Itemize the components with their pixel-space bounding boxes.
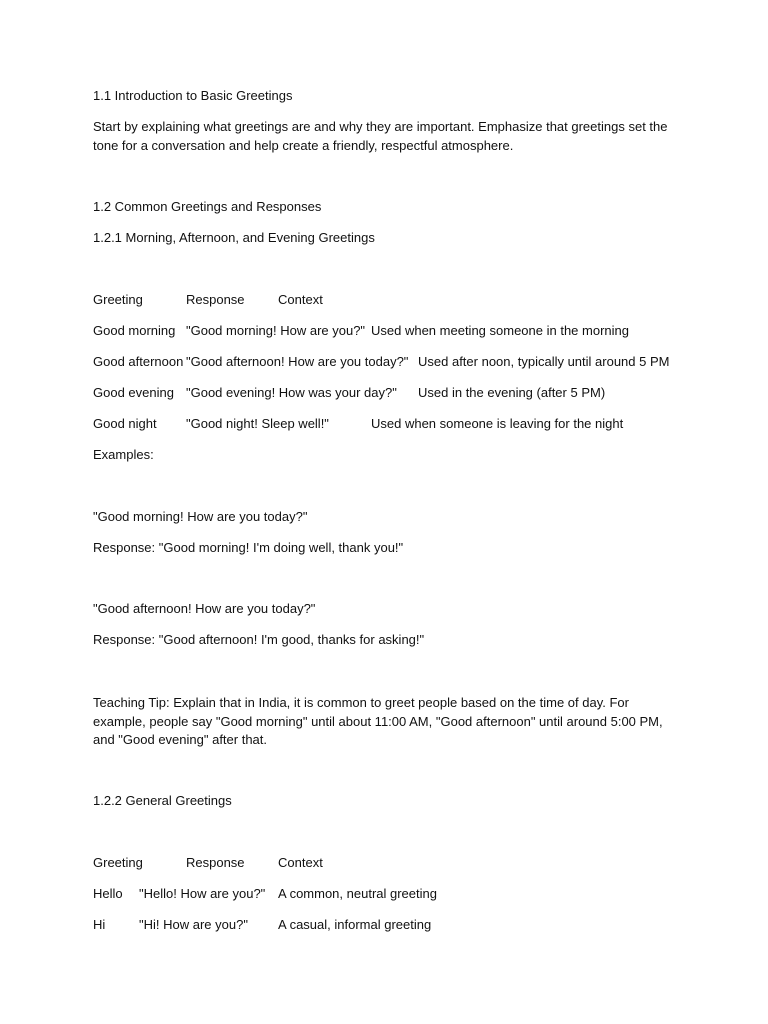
greeting-cell: Good evening	[93, 385, 174, 400]
examples-label: Examples:	[93, 447, 154, 462]
header-context: Context	[278, 292, 323, 307]
heading-1-2-2: 1.2.2 General Greetings	[93, 793, 232, 808]
context-cell: A common, neutral greeting	[278, 886, 437, 901]
header-response: Response	[186, 292, 245, 307]
greeting-cell: Good afternoon	[93, 354, 184, 369]
intro-paragraph: Start by explaining what greetings are and why they are important. Emphasize that greetings set the tone for a conversation and help create a friendly, respectful atmosphere.	[93, 119, 668, 153]
heading-1-2-1: 1.2.1 Morning, Afternoon, and Evening Greetings	[93, 230, 375, 245]
response-cell: "Good morning! How are you?"	[186, 323, 366, 338]
header-greeting: Greeting	[93, 855, 143, 870]
greeting-cell: Hello	[93, 886, 123, 901]
greeting-cell: Hi	[93, 917, 106, 932]
context-cell: Used when someone is leaving for the night	[371, 416, 624, 431]
greeting-cell: Good morning	[93, 323, 176, 338]
teaching-tip: Teaching Tip: Explain that in India, it is common to greet people based on the time of day. For example, people say "Good morning" until about 11:00 AM, "Good afternoon" until around 5:00 PM, and "Good evening" after that.	[93, 695, 663, 747]
context-cell: Used when meeting someone in the morning	[371, 323, 629, 338]
response-2: Response: "Good afternoon! I'm good, thanks for asking!"	[93, 632, 425, 647]
context-cell: Used after noon, typically until around 5 PM	[418, 354, 670, 369]
greeting-cell: Good night	[93, 416, 157, 431]
response-cell: "Hello! How are you?"	[139, 886, 266, 901]
table-header-row	[93, 854, 693, 872]
header-context: Context	[278, 855, 323, 870]
heading-1-2: 1.2 Common Greetings and Responses	[93, 199, 322, 214]
example-1: "Good morning! How are you today?"	[93, 509, 308, 524]
context-cell: Used in the evening (after 5 PM)	[418, 385, 606, 400]
context-cell: A casual, informal greeting	[278, 917, 432, 932]
response-cell: "Good evening! How was your day?"	[186, 385, 397, 400]
table-row	[93, 885, 693, 903]
header-response: Response	[186, 855, 245, 870]
response-1: Response: "Good morning! I'm doing well, thank you!"	[93, 540, 404, 555]
header-greeting: Greeting	[93, 292, 143, 307]
table-header-row	[93, 291, 693, 309]
table-row	[93, 384, 693, 402]
heading-1-1: 1.1 Introduction to Basic Greetings	[93, 88, 293, 103]
response-cell: "Good night! Sleep well!"	[186, 416, 329, 431]
response-cell: "Hi! How are you?"	[139, 917, 248, 932]
table-row	[93, 322, 693, 340]
example-2: "Good afternoon! How are you today?"	[93, 601, 316, 616]
response-cell: "Good afternoon! How are you today?"	[186, 354, 409, 369]
table-row	[93, 415, 693, 433]
table-row	[93, 353, 693, 371]
table-row	[93, 916, 693, 934]
